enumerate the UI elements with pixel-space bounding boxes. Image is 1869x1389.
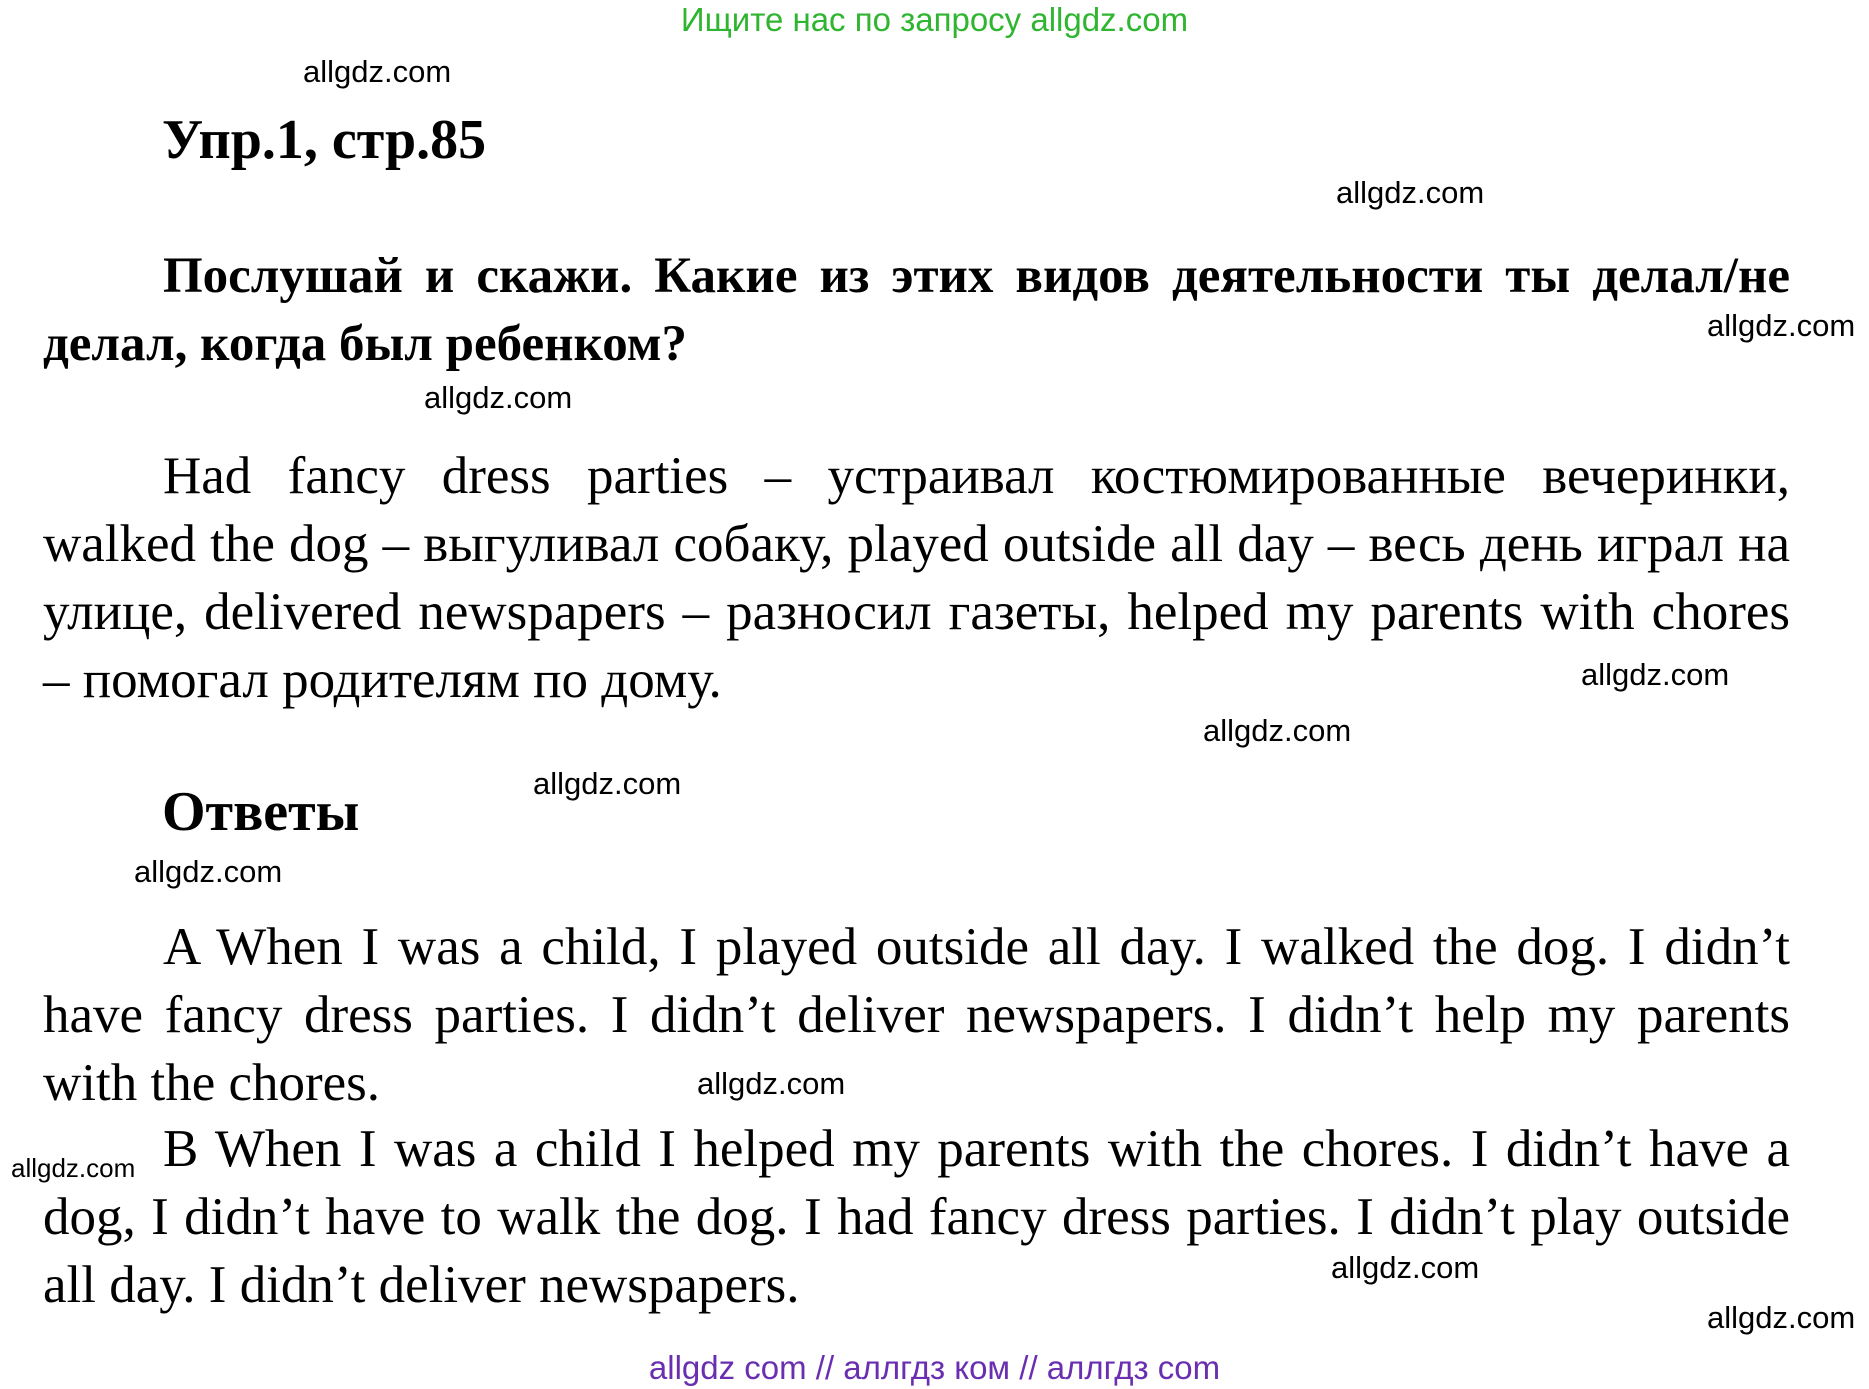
exercise-title: Упр.1, стр.85 xyxy=(162,109,487,171)
watermark: allgdz.com xyxy=(1203,713,1352,748)
watermark: allgdz.com xyxy=(1336,175,1485,210)
watermark: allgdz.com xyxy=(533,766,682,801)
watermark: allgdz.com xyxy=(1707,1300,1856,1335)
answers-heading: Ответы xyxy=(162,781,360,843)
search-banner[interactable]: Ищите нас по запросу allgdz.com xyxy=(680,1,1189,38)
watermark: allgdz.com xyxy=(697,1066,846,1101)
watermark: allgdz.com xyxy=(1581,657,1730,692)
watermark: allgdz.com xyxy=(303,54,452,89)
watermark: allgdz.com xyxy=(424,380,573,415)
answer-a-paragraph: A When I was a child, I played outside all day. I walked the dog. I didn’t have fancy dress parties. I didn’t deliver newspapers. I didn’t help my parents with the chores. xyxy=(43,918,1790,1112)
vocabulary-paragraph: Had fancy dress parties – устраивал костюмированные вечеринки, walked the dog – выгуливал собаку, played outside all day – весь день играл на улице, delivered newspapers – разносил газеты, helped my parents with chores – помогал родителям по дому. xyxy=(43,447,1790,709)
watermark: allgdz.com xyxy=(11,1153,136,1183)
answer-b-paragraph: B When I was a child I helped my parents with the chores. I didn’t have a dog, I didn’t have to walk the dog. I had fancy dress parties. I didn’t play outside all day. I didn’t deliver newspapers. xyxy=(43,1120,1790,1314)
task-instruction: Послушай и скажи. Какие из этих видов деятельности ты делал/не делал, когда был ребенком? xyxy=(43,248,1790,372)
footer-links[interactable]: allgdz com // аллгдз ком // аллгдз com xyxy=(648,1349,1221,1386)
watermark: allgdz.com xyxy=(1331,1250,1480,1285)
watermark: allgdz.com xyxy=(134,854,283,889)
watermark: allgdz.com xyxy=(1707,308,1856,343)
